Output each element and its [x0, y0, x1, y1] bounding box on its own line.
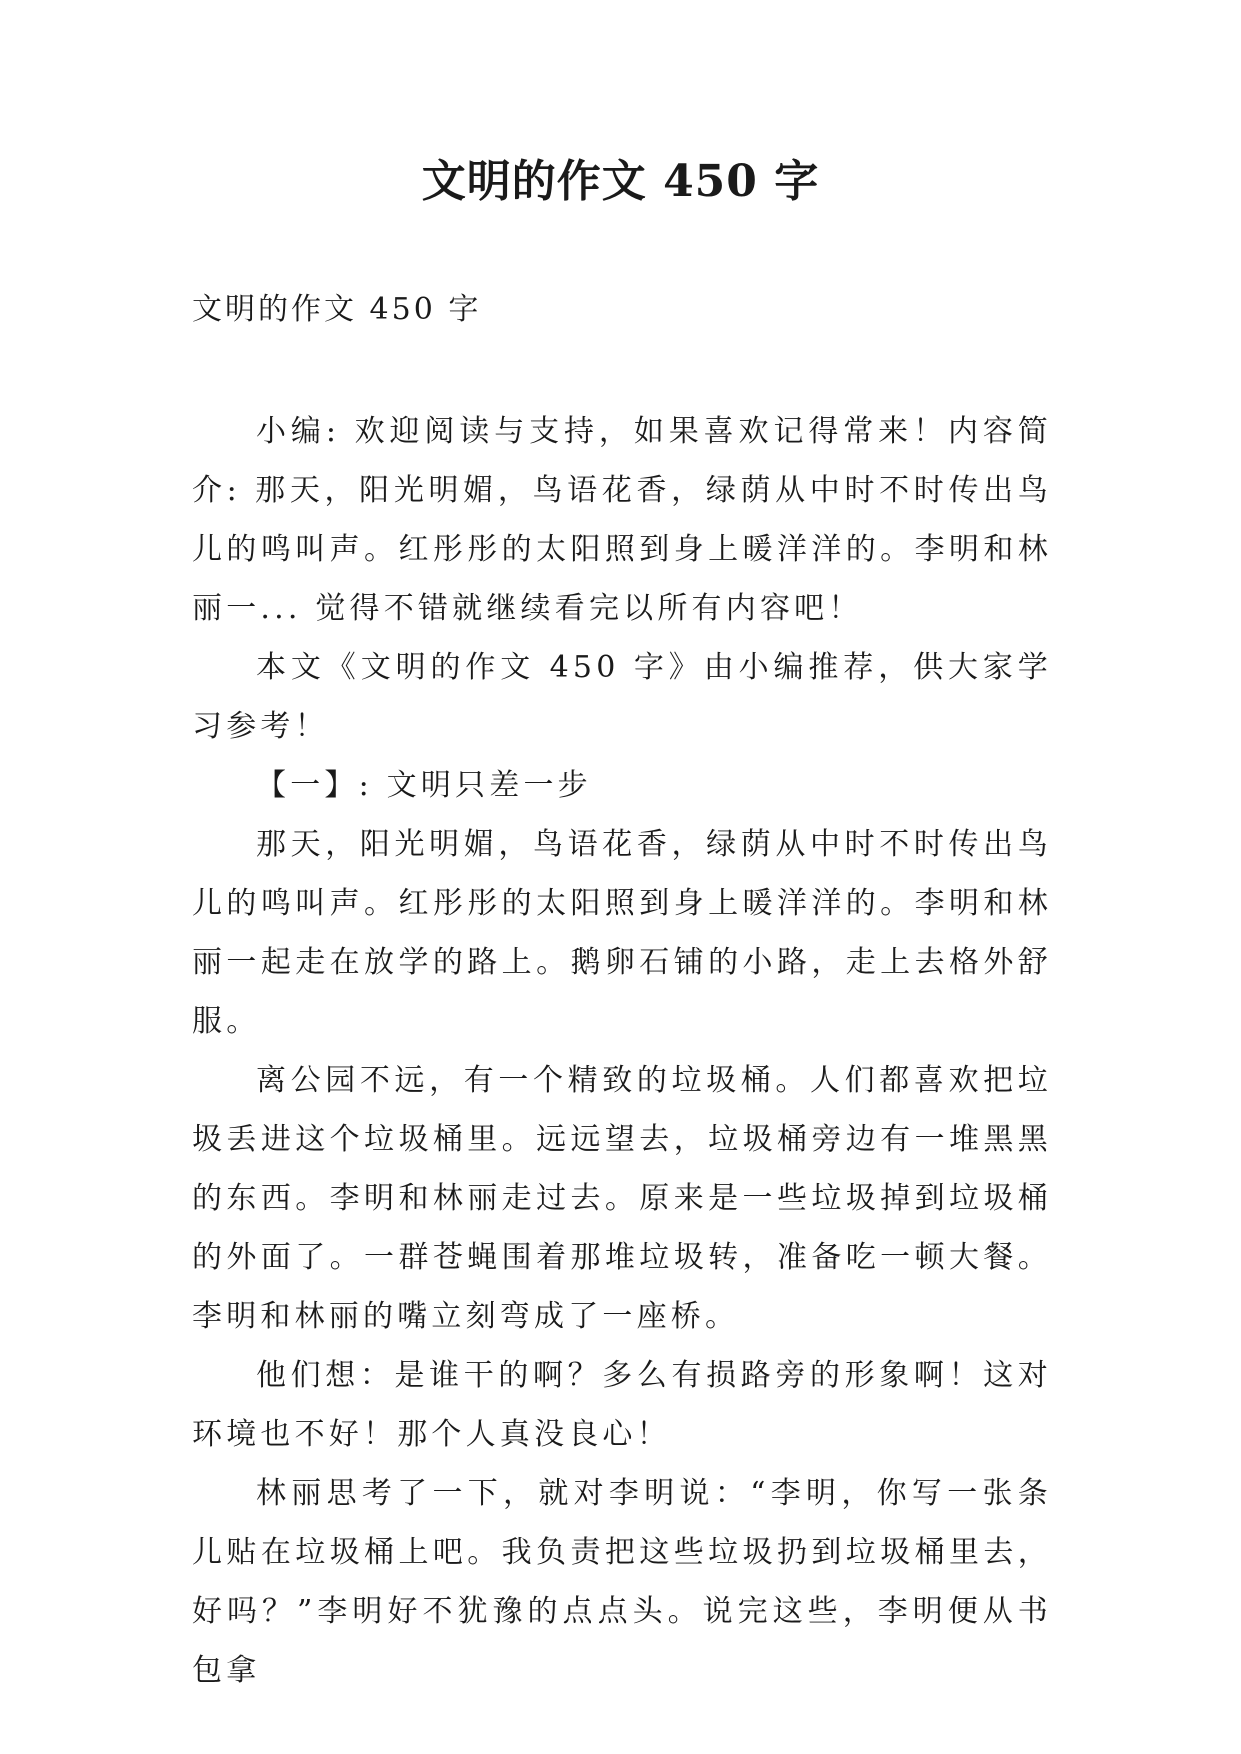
document-body — [192, 402, 1052, 1700]
document-subtitle: 文明的作文 450 字 — [192, 292, 482, 327]
document-title: 文明的作文 450 字 — [421, 156, 820, 207]
intro-paragraph: 小编: 欢迎阅读与支持，如果喜欢记得常来！内容简介: 那天，阳光明媚，鸟语花香，绿荫从中时不时传出鸟儿的鸣叫声。红彤彤的太阳照到身上暖洋洋的。李明和林丽一... 觉得不错就继续看完以所有内容吧！ — [192, 414, 1052, 626]
body-paragraph: 林丽思考了一下，就对李明说：“李明，你写一张条儿贴在垃圾桶上吧。我负责把这些垃圾扔到垃圾桶里去，好吗？”李明好不犹豫的点点头。说完这些，李明便从书包拿 — [192, 1476, 1052, 1688]
body-paragraph: 离公园不远，有一个精致的垃圾桶。人们都喜欢把垃圾丢进这个垃圾桶里。远远望去，垃圾桶旁边有一堆黑黑的东西。李明和林丽走过去。原来是一些垃圾掉到垃圾桶的外面了。一群苍蝇围着那堆垃圾转，准备吃一顿大餐。李明和林丽的嘴立刻弯成了一座桥。 — [192, 1063, 1052, 1334]
section-heading: 【一】: 文明只差一步 — [256, 768, 592, 803]
body-paragraph: 那天，阳光明媚，鸟语花香，绿荫从中时不时传出鸟儿的鸣叫声。红彤彤的太阳照到身上暖洋洋的。李明和林丽一起走在放学的路上。鹅卵石铺的小路，走上去格外舒服。 — [192, 827, 1052, 1039]
recommend-paragraph: 本文《文明的作文 450 字》由小编推荐，供大家学习参考！ — [192, 650, 1052, 744]
body-paragraph: 他们想：是谁干的啊？多么有损路旁的形象啊！这对环境也不好！那个人真没良心！ — [192, 1358, 1052, 1452]
